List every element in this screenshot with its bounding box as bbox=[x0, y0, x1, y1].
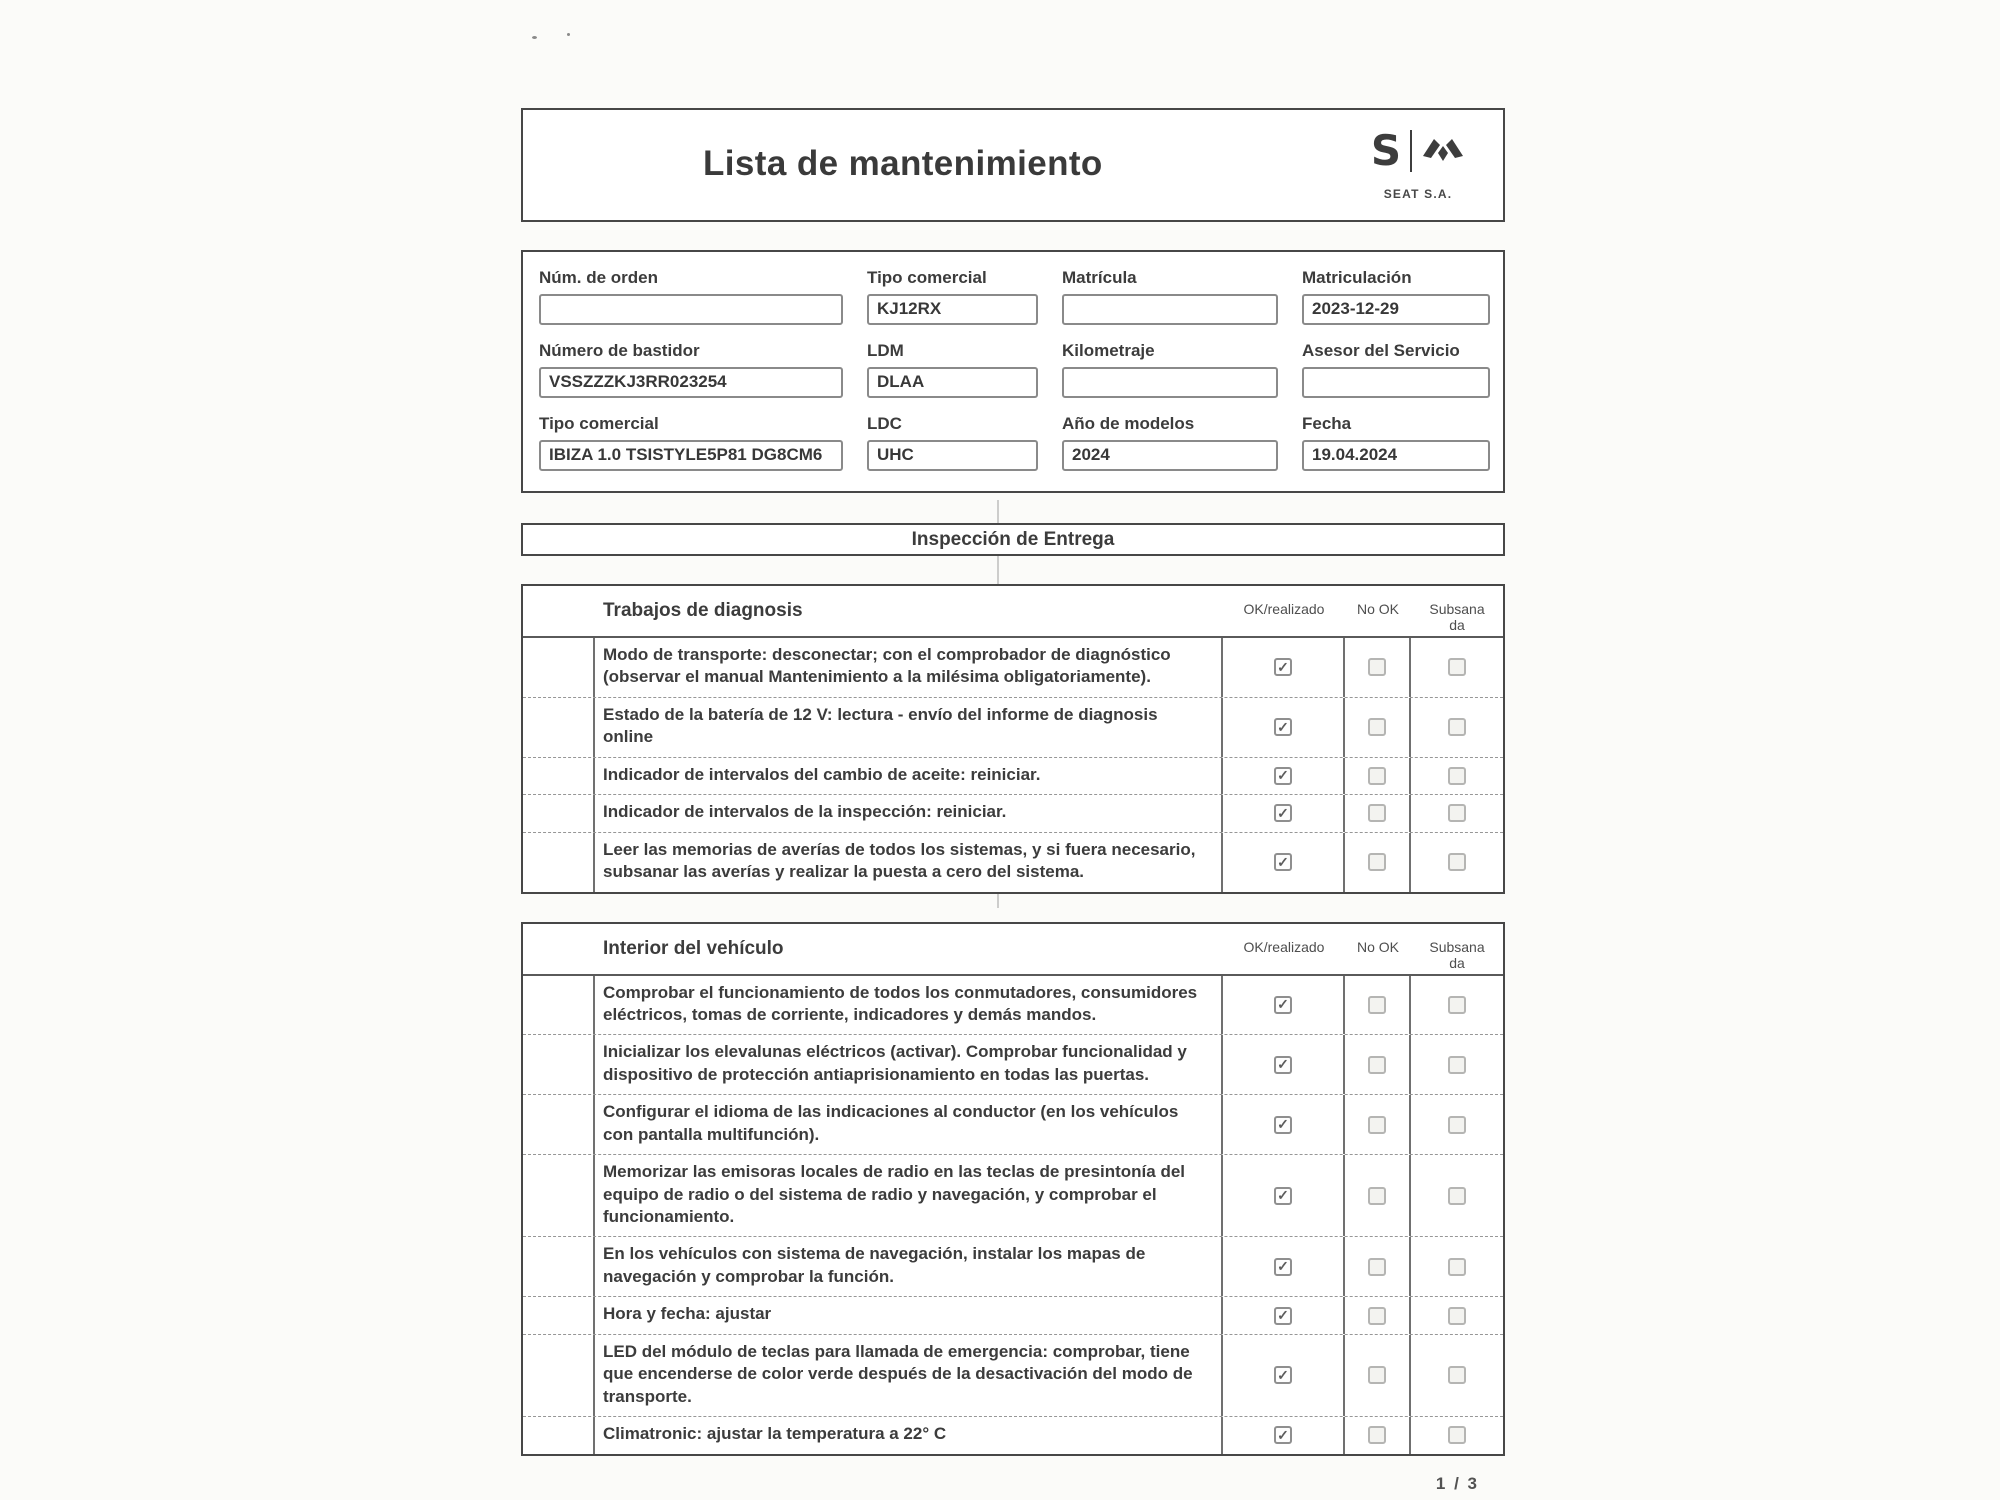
checkbox-cell bbox=[1345, 1297, 1411, 1333]
checkbox-cell bbox=[1223, 795, 1345, 831]
checkbox-cell bbox=[1411, 1297, 1503, 1333]
mark-cell bbox=[523, 833, 595, 892]
checkbox-ok[interactable]: ✓ bbox=[1274, 767, 1292, 785]
field-label: Tipo comercial bbox=[539, 414, 659, 433]
checkbox-no-ok[interactable] bbox=[1368, 1258, 1386, 1276]
mark-cell bbox=[523, 758, 595, 794]
task-description: Memorizar las emisoras locales de radio en las teclas de presintonía del equipo de radio o del sistema de radio y navegación, y comprobar el funcionamiento. bbox=[595, 1155, 1223, 1236]
table-header-row bbox=[523, 924, 1503, 976]
field-input[interactable] bbox=[539, 294, 843, 325]
inspection-table bbox=[521, 922, 1505, 1456]
mark-cell bbox=[523, 1237, 595, 1296]
checkbox-cell bbox=[1223, 698, 1345, 757]
checkbox-cell bbox=[1223, 1297, 1345, 1333]
task-description: Inicializar los elevalunas eléctricos (activar). Comprobar funcionalidad y dispositivo de protección antiaprisionamiento en todas las puertas. bbox=[595, 1035, 1223, 1094]
table-row bbox=[523, 638, 1503, 698]
table-title: Interior del vehículo bbox=[603, 937, 784, 959]
checkbox-no-ok[interactable] bbox=[1368, 804, 1386, 822]
checkbox-ok[interactable]: ✓ bbox=[1274, 1258, 1292, 1276]
section-header bbox=[521, 523, 1505, 556]
form-field bbox=[1062, 414, 1278, 471]
column-header: Subsanada bbox=[1429, 601, 1485, 634]
mark-cell bbox=[523, 1417, 595, 1453]
field-label: Matrícula bbox=[1062, 268, 1137, 287]
task-description: Indicador de intervalos de la inspección: reiniciar. bbox=[595, 795, 1223, 831]
checkbox-ok[interactable]: ✓ bbox=[1274, 804, 1292, 822]
inspection-tables bbox=[521, 584, 1505, 1456]
mark-cell bbox=[523, 1035, 595, 1094]
inspection-table bbox=[521, 584, 1505, 894]
form-field bbox=[867, 341, 1038, 398]
checkbox-cell bbox=[1345, 1095, 1411, 1154]
field-input[interactable]: KJ12RX bbox=[867, 294, 1038, 325]
field-label: LDC bbox=[867, 414, 902, 433]
form-field bbox=[1302, 268, 1490, 325]
field-input[interactable]: DLAA bbox=[867, 367, 1038, 398]
checkbox-cell bbox=[1345, 758, 1411, 794]
task-description: Comprobar el funcionamiento de todos los conmutadores, consumidores eléctricos, tomas de corriente, indicadores y demás mandos. bbox=[595, 976, 1223, 1035]
checkbox-subsanada[interactable] bbox=[1448, 1258, 1466, 1276]
mark-cell bbox=[523, 638, 595, 697]
checkbox-subsanada[interactable] bbox=[1448, 1307, 1466, 1325]
checkbox-cell bbox=[1345, 1237, 1411, 1296]
checkbox-cell bbox=[1411, 1035, 1503, 1094]
form-field bbox=[539, 341, 843, 398]
logo-marks bbox=[1359, 124, 1477, 178]
logo-divider bbox=[1410, 130, 1412, 172]
field-label: Tipo comercial bbox=[867, 268, 987, 287]
column-header: No OK bbox=[1356, 601, 1399, 617]
form-field bbox=[539, 268, 843, 325]
page-number: 1 / 3 bbox=[1435, 1473, 1479, 1493]
form-field bbox=[1062, 268, 1278, 325]
checkbox-cell bbox=[1223, 1237, 1345, 1296]
checkbox-cell bbox=[1411, 1335, 1503, 1416]
table-row bbox=[523, 1155, 1503, 1237]
table-row bbox=[523, 1035, 1503, 1095]
seat-logo bbox=[1359, 124, 1477, 201]
checkbox-cell bbox=[1345, 1155, 1411, 1236]
checkbox-ok[interactable]: ✓ bbox=[1274, 718, 1292, 736]
checkbox-subsanada[interactable] bbox=[1448, 996, 1466, 1014]
table-row bbox=[523, 1417, 1503, 1453]
checkbox-cell bbox=[1223, 1095, 1345, 1154]
mark-cell bbox=[523, 1155, 595, 1236]
checkbox-subsanada[interactable] bbox=[1448, 1116, 1466, 1134]
checkbox-no-ok[interactable] bbox=[1368, 996, 1386, 1014]
checkbox-cell bbox=[1223, 1035, 1345, 1094]
field-label: Año de modelos bbox=[1062, 414, 1195, 433]
column-header: Subsanada bbox=[1429, 938, 1485, 971]
order-form bbox=[521, 250, 1505, 493]
checkbox-cell bbox=[1345, 1417, 1411, 1453]
checkbox-cell bbox=[1345, 1335, 1411, 1416]
field-label: Fecha bbox=[1302, 414, 1352, 433]
table-row bbox=[523, 1095, 1503, 1155]
checkbox-subsanada[interactable] bbox=[1448, 1366, 1466, 1384]
checkbox-subsanada[interactable] bbox=[1448, 658, 1466, 676]
document-header bbox=[521, 108, 1505, 222]
field-input[interactable]: IBIZA 1.0 TSISTYLE5P81 DG8CM6 bbox=[539, 440, 843, 471]
checkbox-cell bbox=[1411, 1155, 1503, 1236]
checkbox-cell bbox=[1223, 1335, 1345, 1416]
column-header: No OK bbox=[1356, 938, 1399, 955]
checkbox-no-ok[interactable] bbox=[1368, 1187, 1386, 1205]
scan-speck bbox=[567, 33, 570, 36]
checkbox-subsanada[interactable] bbox=[1448, 804, 1466, 822]
field-input[interactable]: 2024 bbox=[1062, 440, 1278, 471]
form-field bbox=[1302, 414, 1490, 471]
checkbox-cell bbox=[1411, 1237, 1503, 1296]
scan-speck bbox=[532, 36, 537, 39]
checkbox-ok[interactable]: ✓ bbox=[1274, 658, 1292, 676]
checkbox-subsanada[interactable] bbox=[1448, 1187, 1466, 1205]
checkbox-cell bbox=[1411, 638, 1503, 697]
page-title: Lista de mantenimiento bbox=[703, 144, 1103, 183]
checkbox-ok[interactable]: ✓ bbox=[1274, 1116, 1292, 1134]
checkbox-cell bbox=[1411, 1095, 1503, 1154]
form-field bbox=[539, 414, 843, 471]
field-input[interactable] bbox=[1062, 294, 1278, 325]
checkbox-no-ok[interactable] bbox=[1368, 1366, 1386, 1384]
table-row bbox=[523, 758, 1503, 795]
table-row bbox=[523, 1297, 1503, 1334]
field-input[interactable]: 2023-12-29 bbox=[1302, 294, 1490, 325]
mark-cell bbox=[523, 698, 595, 757]
field-label: Kilometraje bbox=[1062, 341, 1155, 360]
table-row bbox=[523, 698, 1503, 758]
cupra-emblem-icon bbox=[1421, 134, 1465, 168]
mark-cell bbox=[523, 1297, 595, 1333]
form-field bbox=[867, 268, 1038, 325]
task-description: LED del módulo de teclas para llamada de emergencia: comprobar, tiene que encenderse de color verde después de la desactivación del modo de transporte. bbox=[595, 1335, 1223, 1416]
form-field bbox=[1302, 341, 1490, 398]
checkbox-cell bbox=[1223, 758, 1345, 794]
checkbox-cell bbox=[1411, 698, 1503, 757]
task-description: Indicador de intervalos del cambio de aceite: reiniciar. bbox=[595, 758, 1223, 794]
mark-cell bbox=[523, 795, 595, 831]
checkbox-cell bbox=[1223, 638, 1345, 697]
checkbox-no-ok[interactable] bbox=[1368, 1116, 1386, 1134]
checkbox-subsanada[interactable] bbox=[1448, 767, 1466, 785]
checkbox-ok[interactable]: ✓ bbox=[1274, 1056, 1292, 1074]
mark-cell bbox=[523, 976, 595, 1035]
checkbox-no-ok[interactable] bbox=[1368, 853, 1386, 871]
checkbox-ok[interactable]: ✓ bbox=[1274, 853, 1292, 871]
task-description: Configurar el idioma de las indicaciones al conductor (en los vehículos con pantalla multifunción). bbox=[595, 1095, 1223, 1154]
table-row bbox=[523, 1237, 1503, 1297]
scanned-document bbox=[521, 108, 1505, 1494]
checkbox-cell bbox=[1345, 833, 1411, 892]
table-title: Trabajos de diagnosis bbox=[603, 600, 803, 621]
table-row bbox=[523, 795, 1503, 832]
field-label: Número de bastidor bbox=[539, 341, 700, 360]
seat-s-icon: S bbox=[1370, 126, 1402, 175]
checkbox-cell bbox=[1345, 698, 1411, 757]
task-description: Estado de la batería de 12 V: lectura - envío del informe de diagnosis online bbox=[595, 698, 1223, 757]
table-row bbox=[523, 976, 1503, 1036]
order-form-grid bbox=[539, 268, 1489, 471]
column-header: OK/realizado bbox=[1243, 601, 1325, 617]
form-field bbox=[1062, 341, 1278, 398]
checkbox-cell bbox=[1345, 795, 1411, 831]
field-input[interactable] bbox=[1302, 367, 1490, 398]
field-label: Matriculación bbox=[1302, 268, 1412, 287]
checkbox-no-ok[interactable] bbox=[1368, 1056, 1386, 1074]
checkbox-no-ok[interactable] bbox=[1368, 1426, 1386, 1444]
table-header-row bbox=[523, 586, 1503, 638]
checkbox-cell bbox=[1223, 1155, 1345, 1236]
checkbox-cell bbox=[1345, 976, 1411, 1035]
task-description: Modo de transporte: desconectar; con el comprobador de diagnóstico (observar el manual Mantenimiento a la milésima obligatoriamente). bbox=[595, 638, 1223, 697]
checkbox-subsanada[interactable] bbox=[1448, 718, 1466, 736]
field-label: Asesor del Servicio bbox=[1302, 341, 1460, 360]
field-input[interactable]: 19.04.2024 bbox=[1302, 440, 1490, 471]
task-description: Hora y fecha: ajustar bbox=[595, 1297, 1223, 1333]
checkbox-subsanada[interactable] bbox=[1448, 1056, 1466, 1074]
mark-cell bbox=[523, 1335, 595, 1416]
brand-name: SEAT S.A. bbox=[1383, 187, 1453, 201]
checkbox-cell bbox=[1223, 1417, 1345, 1453]
checkbox-cell bbox=[1345, 1035, 1411, 1094]
checkbox-no-ok[interactable] bbox=[1368, 1307, 1386, 1325]
checkbox-cell bbox=[1223, 833, 1345, 892]
checkbox-subsanada[interactable] bbox=[1448, 1426, 1466, 1444]
column-header: OK/realizado bbox=[1243, 938, 1325, 955]
field-input[interactable]: VSSZZZKJ3RR023254 bbox=[539, 367, 843, 398]
checkbox-no-ok[interactable] bbox=[1368, 718, 1386, 736]
checkbox-subsanada[interactable] bbox=[1448, 853, 1466, 871]
task-description: Climatronic: ajustar la temperatura a 22° C bbox=[595, 1417, 1223, 1453]
checkbox-cell bbox=[1345, 638, 1411, 697]
checkbox-ok[interactable]: ✓ bbox=[1274, 996, 1292, 1014]
checkbox-cell bbox=[1411, 976, 1503, 1035]
mark-cell bbox=[523, 1095, 595, 1154]
field-input[interactable] bbox=[1062, 367, 1278, 398]
field-label: LDM bbox=[867, 341, 904, 360]
task-description: En los vehículos con sistema de navegación, instalar los mapas de navegación y comprobar la función. bbox=[595, 1237, 1223, 1296]
checkbox-no-ok[interactable] bbox=[1368, 658, 1386, 676]
form-field bbox=[867, 414, 1038, 471]
checkbox-ok[interactable]: ✓ bbox=[1274, 1366, 1292, 1384]
field-input[interactable]: UHC bbox=[867, 440, 1038, 471]
checkbox-ok[interactable]: ✓ bbox=[1274, 1307, 1292, 1325]
checkbox-cell bbox=[1411, 795, 1503, 831]
checkbox-cell bbox=[1411, 758, 1503, 794]
checkbox-ok[interactable]: ✓ bbox=[1274, 1426, 1292, 1444]
table-row bbox=[523, 1335, 1503, 1417]
checkbox-cell bbox=[1411, 1417, 1503, 1453]
checkbox-no-ok[interactable] bbox=[1368, 767, 1386, 785]
checkbox-ok[interactable]: ✓ bbox=[1274, 1187, 1292, 1205]
section-title: Inspección de Entrega bbox=[911, 529, 1115, 550]
checkbox-cell bbox=[1411, 833, 1503, 892]
table-row bbox=[523, 833, 1503, 892]
task-description: Leer las memorias de averías de todos los sistemas, y si fuera necesario, subsanar las averías y realizar la puesta a cero del sistema. bbox=[595, 833, 1223, 892]
checkbox-cell bbox=[1223, 976, 1345, 1035]
field-label: Núm. de orden bbox=[539, 268, 659, 287]
